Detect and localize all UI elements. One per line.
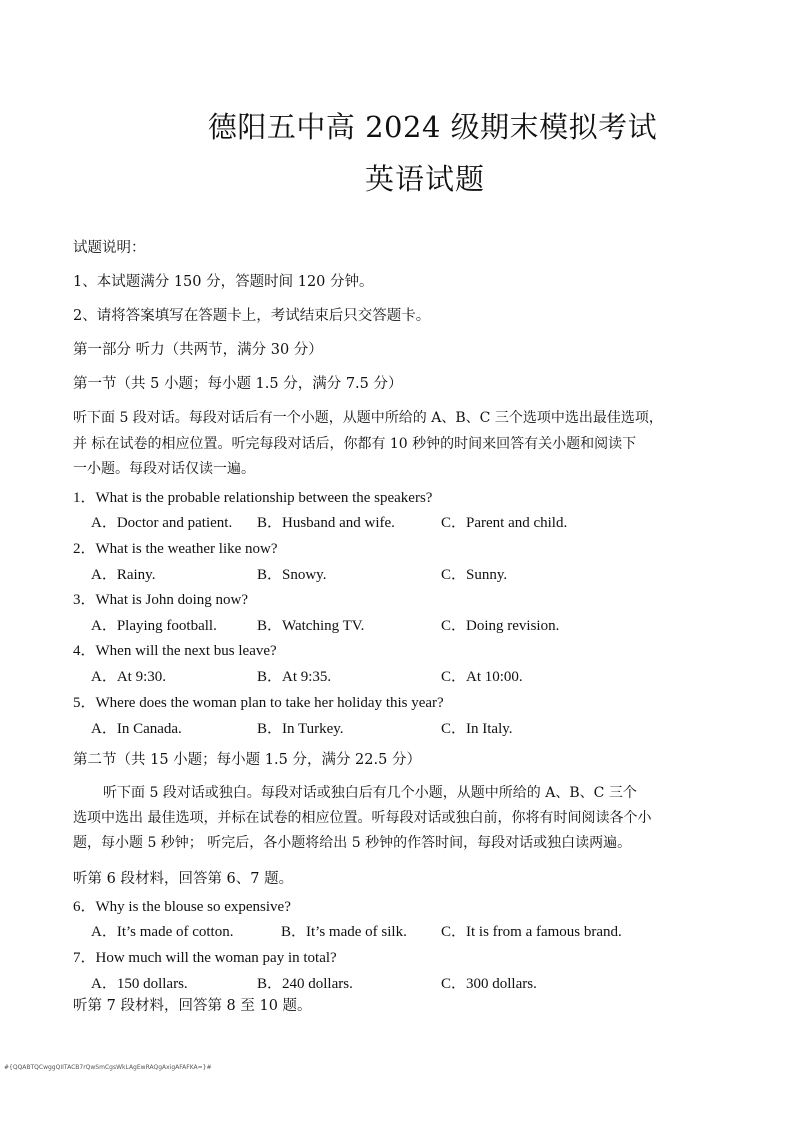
option-a: A．Rainy. [91, 567, 156, 583]
section2-directions-line-2: 选项中选出 最佳选项，并标在试卷的相应位置。听每段对话或独白前，你将有时间阅读各个小 [73, 810, 652, 826]
option-b: B．Snowy. [257, 567, 327, 583]
page-subtitle: 英语试题 [364, 162, 485, 196]
option-c: C．In Italy. [441, 721, 513, 737]
section2-heading: 第二节（共 15 小题；每小题 1.5 分，满分 22.5 分） [73, 752, 421, 768]
page-title: 德阳五中高 2024 级期末模拟考试 [207, 110, 658, 144]
option-c: C．Parent and child. [441, 515, 568, 531]
section1-directions-line-2: 并 标在试卷的相应位置。听完每段对话后，你都有 10 秒钟的时间来回答有关小题和阅读下 [73, 436, 637, 452]
instruction-item-1: 1、本试题满分 150 分，答题时间 120 分钟。 [73, 274, 374, 290]
option-b: B．Husband and wife. [257, 515, 395, 531]
material-7-instruction: 听第 7 段材料，回答第 8 至 10 题。 [73, 998, 312, 1014]
question-stem: 5．Where does the woman plan to take her holiday this year? [73, 695, 444, 711]
instructions-heading: 试题说明： [73, 240, 146, 256]
option-c: C．At 10:00. [441, 669, 523, 685]
option-a: A．Doctor and patient. [91, 515, 233, 531]
question-stem: 3．What is John doing now? [73, 592, 248, 608]
question-stem: 7．How much will the woman pay in total? [73, 950, 337, 966]
question-stem: 4．When will the next bus leave? [73, 643, 277, 659]
instruction-item-2: 2、请将答案填写在答题卡上，考试结束后只交答题卡。 [73, 308, 431, 324]
section1-directions-line-1: 听下面 5 段对话。每段对话后有一个小题，从题中所给的 A、B、C 三个选项中选出最佳选项， [73, 410, 663, 426]
material-6-instruction: 听第 6 段材料，回答第 6、7 题。 [73, 871, 294, 887]
option-b: B．In Turkey. [257, 721, 344, 737]
option-c: C．Doing revision. [441, 618, 560, 634]
section1-directions-line-3: 一小题。每段对话仅读一遍。 [73, 461, 255, 477]
footer-watermark: #{QQABTQCwggQIITACB7rQwSmCgsWkLAgEwRAQgAxigAFAFKA=}# [4, 1064, 212, 1071]
question-stem: 6．Why is the blouse so expensive? [73, 899, 291, 915]
section2-directions-line-1: 听下面 5 段对话或独白。每段对话或独白后有几个小题，从题中所给的 A、B、C 三个 [103, 785, 637, 801]
section2-directions-line-3: 题，每小题 5 秒钟； 听完后，各小题将给出 5 秒钟的作答时间，每段对话或独白读两遍。 [73, 835, 632, 851]
option-a: A．In Canada. [91, 721, 182, 737]
option-a: A．It’s made of cotton. [91, 924, 234, 940]
section1-heading: 第一节（共 5 小题；每小题 1.5 分，满分 7.5 分） [73, 376, 403, 392]
option-b: B．240 dollars. [257, 976, 353, 992]
option-a: A．At 9:30. [91, 669, 167, 685]
option-a: A．150 dollars. [91, 976, 188, 992]
option-c: C．It is from a famous brand. [441, 924, 622, 940]
option-b: B．It’s made of silk. [281, 924, 407, 940]
option-b: B．At 9:35. [257, 669, 332, 685]
option-a: A．Playing football. [91, 618, 217, 634]
option-b: B．Watching TV. [257, 618, 365, 634]
option-c: C．Sunny. [441, 567, 508, 583]
question-stem: 2．What is the weather like now? [73, 541, 278, 557]
option-c: C．300 dollars. [441, 976, 537, 992]
question-stem: 1．What is the probable relationship between the speakers? [73, 490, 433, 506]
part1-heading: 第一部分 听力（共两节，满分 30 分） [73, 342, 323, 358]
